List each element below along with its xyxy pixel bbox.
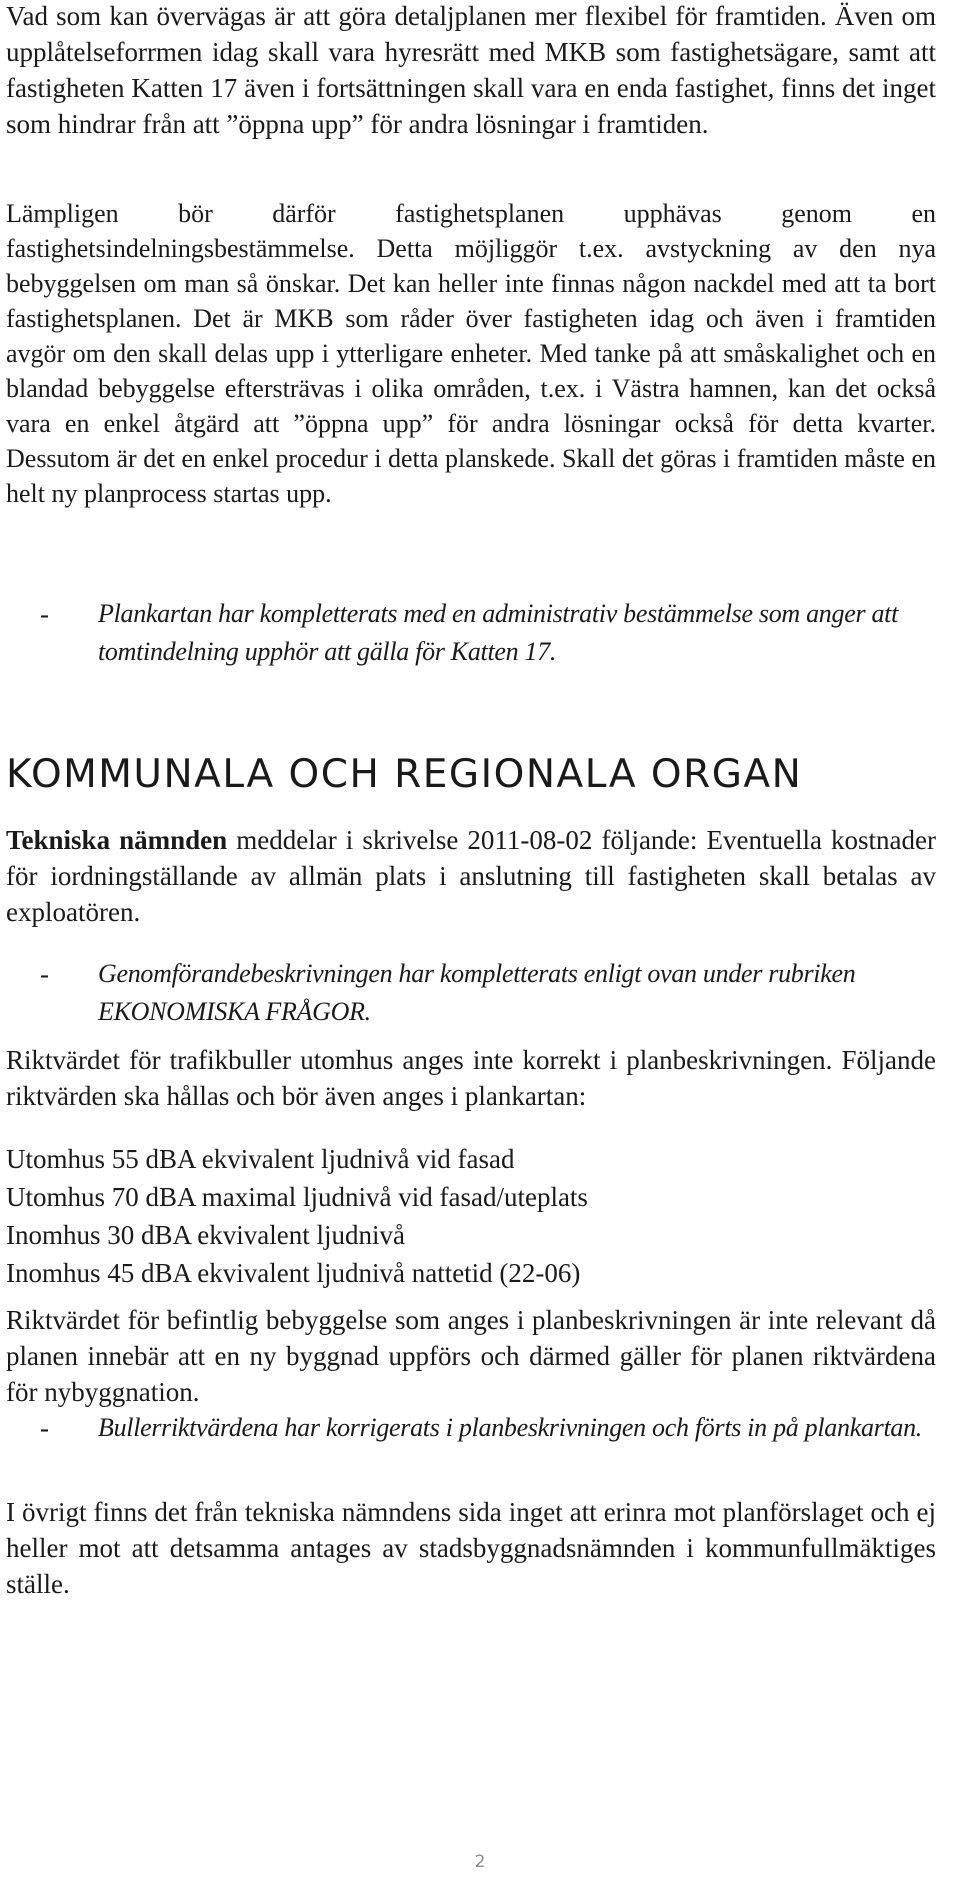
noise-value-list [6,1140,936,1292]
noise-value-line: Utomhus 70 dBA maximal ljudnivå vid fasad/uteplats [6,1182,588,1212]
section-heading: KOMMUNALA OCH REGIONALA ORGAN [6,752,803,797]
note-text: Plankartan har kompletterats med en administrativ bestämmelse som anger att tomtindelning upphör att gälla för Katten 17. [98,599,899,666]
list-dash: - [40,959,49,989]
paragraph-tekniska-namnden [6,822,936,930]
list-dash: - [40,1413,49,1443]
paragraph-text: Riktvärdet för befintlig bebyggelse som anges i planbeskrivningen är inte relevant då planen innebär att en ny byggnad uppförs och därmed gäller för planen riktvärdena för nybyggnation. [6,1305,936,1407]
paragraph-fastighetsplan [6,196,936,511]
paragraph-trafikbuller [6,1042,936,1114]
note-genomforande [6,955,936,1031]
paragraph-text-rest: meddelar i skrivelse 2011-08-02 följande: Eventuella kostnader för iordningställande av allmän plats i anslutning till fastigheten skall betalas av exploatören. [6,825,936,927]
paragraph-text [6,822,936,930]
paragraph-flexibility [6,0,936,142]
list-dash: - [40,599,49,629]
note-text: Genomförandebeskrivningen har kompletterats enligt ovan under rubriken EKONOMISKA FRÅGOR. [98,959,856,1026]
note-text: Bullerriktvärdena har korrigerats i planbeskrivningen och förts in på plankartan. [98,1413,922,1442]
noise-value-line: Utomhus 55 dBA ekvivalent ljudnivå vid fasad [6,1144,515,1174]
noise-value-line: Inomhus 30 dBA ekvivalent ljudnivå [6,1220,405,1250]
paragraph-ovrigt [6,1494,936,1602]
paragraph-befintlig-bebyggelse [6,1302,936,1410]
paragraph-text: I övrigt finns det från tekniska nämndens sida inget att erinra mot planförslaget och ej heller mot att detsamma antages av stadsbyggnadsnämnden i kommunfullmäktiges ställe. [6,1497,936,1599]
noise-value-line: Inomhus 45 dBA ekvivalent ljudnivå nattetid (22-06) [6,1258,581,1288]
organ-name: Tekniska nämnden [6,825,228,855]
paragraph-text: Riktvärdet för trafikbuller utomhus anges inte korrekt i planbeskrivningen. Följande riktvärden ska hållas och bör även anges i plankartan: [6,1045,936,1111]
paragraph-text: Lämpligen bör därför fastighetsplanen upphävas genom en fastighetsindelningsbestämmelse. Detta möjliggör t.ex. avstyckning av den nya bebyggelsen om man så önskar. Det kan heller inte finnas någon nackdel med att ta bort fastighetsplanen. Det är MKB som råder över fastigheten idag och även i framtiden avgör om den skall delas upp i ytterligare enheter. Med tanke på att småskalighet och en blandad bebyggelse eftersträvas i olika områden, t.ex. i Västra hamnen, kan det också vara en enkel åtgärd att ”öppna upp” för andra lösningar också för detta kvarter. Dessutom är det en enkel procedur i detta planskede. Skall det göras i framtiden måste en helt ny planprocess startas upp. [6,199,936,508]
page-number: 2 [474,1852,486,1872]
note-plankarta [6,595,936,671]
note-bullerriktvarden [6,1409,936,1447]
paragraph-text: Vad som kan övervägas är att göra detaljplanen mer flexibel för framtiden. Även om upplåtelseforrmen idag skall vara hyresrätt med MKB som fastighetsägare, samt att fastigheten Katten 17 även i fortsättningen skall vara en enda fastighet, finns det inget som hindrar från att ”öppna upp” för andra lösningar i framtiden. [6,1,936,139]
